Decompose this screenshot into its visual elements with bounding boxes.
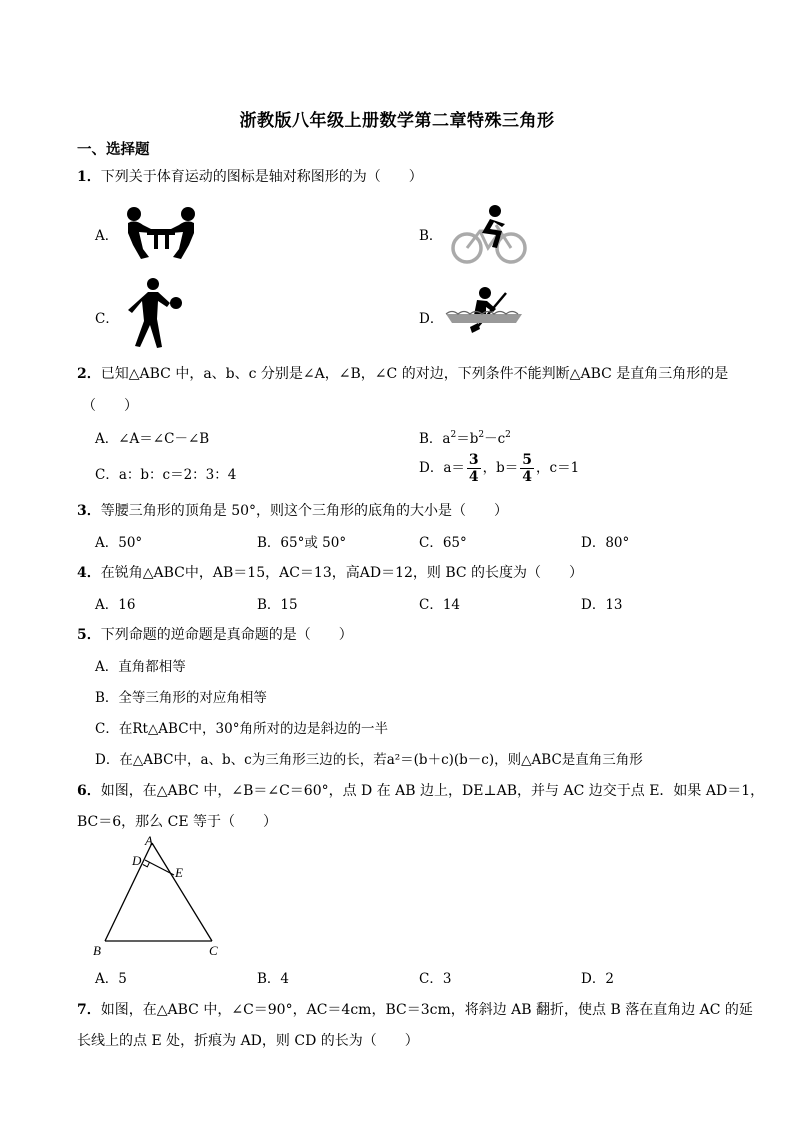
fraction-1-numerator: 3 — [468, 452, 479, 468]
label-e: E — [175, 865, 183, 880]
question-3-text: 等腰三角形的顶角是 50°，则这个三角形的底角的大小是（ ） — [100, 503, 509, 519]
label-d: D — [132, 853, 142, 868]
q2-exp-2: 2 — [478, 430, 485, 440]
q1-option-b-label: B． — [419, 228, 443, 244]
question-5-number: 5． — [77, 627, 101, 643]
question-5 — [77, 624, 353, 644]
q2-option-b-mid: ＝b — [456, 431, 479, 447]
fraction-2-denominator: 4 — [522, 469, 533, 485]
question-5-text: 下列命题的逆命题是真命题的是（ ） — [100, 627, 353, 643]
question-3 — [77, 500, 508, 520]
q6-option-d: D．2 — [581, 971, 614, 987]
side-ab — [105, 843, 152, 941]
question-2-paren: （ ） — [82, 398, 138, 414]
fraction-three-quarters — [467, 452, 481, 485]
q5-option-b: B．全等三角形的对应角相等 — [95, 690, 267, 706]
q2-option-a: A．∠A＝∠C－∠B — [95, 431, 210, 447]
q2-option-b-pre: B．a — [419, 431, 451, 447]
q3-option-b: B．65°或 50° — [257, 535, 347, 551]
fraction-1-denominator: 4 — [468, 469, 479, 485]
question-7 — [77, 999, 753, 1019]
q4-option-c: C．14 — [419, 597, 461, 613]
cycling-icon — [450, 203, 528, 265]
rowing-icon — [444, 285, 524, 337]
question-4-text: 在锐角△ABC中，AB＝15，AC＝13，高AD＝12，则 BC 的长度为（ ） — [100, 565, 584, 581]
q4-option-a: A．16 — [95, 597, 136, 613]
q2-option-d-mid: ，b＝ — [482, 460, 519, 476]
q2-option-c: C．a：b：c＝2：3：4 — [95, 467, 237, 483]
side-ac — [152, 843, 212, 941]
q4-option-d: D．13 — [581, 597, 623, 613]
q2-option-d — [419, 452, 579, 485]
question-1-number: 1． — [77, 169, 101, 185]
q3-option-d: D．80° — [581, 535, 630, 551]
q5-option-a: A．直角都相等 — [95, 659, 186, 675]
question-6-line-2: BC＝6，那么 CE 等于（ ） — [77, 814, 277, 830]
question-4 — [77, 562, 583, 582]
q2-option-b-end: －c — [484, 431, 506, 447]
question-1 — [77, 166, 423, 186]
q2-exp-1: 2 — [450, 430, 457, 440]
question-6 — [77, 780, 764, 800]
question-6-line-1: 如图，在△ABC 中，∠B＝∠C＝60°，点 D 在 AB 边上，DE⊥AB，并与 AC 边交于点 E．如果 AD＝1， — [100, 783, 765, 799]
section-heading: 一、选择题 — [77, 141, 150, 158]
question-7-number: 7． — [77, 1002, 101, 1018]
question-7-line-1: 如图，在△ABC 中，∠C＝90°，AC＝4cm，BC＝3cm，将斜边 AB 翻折，使点 B 落在直角边 AC 的延 — [100, 1002, 753, 1018]
table-game-icon — [125, 205, 200, 260]
right-angle-mark — [143, 862, 150, 867]
q1-option-d-label: D． — [419, 311, 444, 327]
question-2 — [77, 363, 728, 383]
q6-option-a: A．5 — [95, 971, 127, 987]
question-7-line-2: 长线上的点 E 处，折痕为 AD，则 CD 的长为（ ） — [77, 1033, 419, 1049]
fraction-five-quarters — [520, 452, 534, 485]
label-c: C — [209, 943, 218, 958]
q2-exp-3: 2 — [505, 430, 511, 440]
question-2-text: 已知△ABC 中，a、b、c 分别是∠A，∠B，∠C 的对边，下列条件不能判断△ABC 是直角三角形的是 — [100, 366, 729, 382]
q5-option-d: D．在△ABC中，a、b、c为三角形三边的长，若a²＝(b＋c)(b－c)，则△ABC是直角三角形 — [95, 752, 643, 768]
q6-option-c: C．3 — [419, 971, 452, 987]
fraction-2-numerator: 5 — [522, 452, 533, 468]
question-6-number: 6． — [77, 783, 101, 799]
q3-option-c: C．65° — [419, 535, 467, 551]
q1-option-c-label: C． — [95, 311, 119, 327]
question-3-number: 3． — [77, 503, 101, 519]
q2-option-d-pre: D．a＝ — [419, 460, 465, 476]
label-a: A — [145, 833, 153, 848]
q2-option-b — [419, 427, 511, 447]
q1-option-a-label: A． — [95, 228, 119, 244]
page-title: 浙教版八年级上册数学第二章特殊三角形 — [239, 111, 555, 131]
triangle-figure — [90, 833, 230, 961]
question-2-number: 2． — [77, 366, 101, 382]
q5-option-c: C．在Rt△ABC中，30°角所对的边是斜边的一半 — [95, 721, 388, 737]
q2-option-d-end: ，c＝1 — [536, 460, 580, 476]
question-4-number: 4． — [77, 565, 101, 581]
q4-option-b: B．15 — [257, 597, 298, 613]
q6-option-b: B．4 — [257, 971, 290, 987]
volleyball-icon — [118, 277, 183, 349]
label-b: B — [93, 943, 101, 958]
question-1-text: 下列关于体育运动的图标是轴对称图形的为（ ） — [100, 169, 423, 185]
q3-option-a: A．50° — [95, 535, 143, 551]
